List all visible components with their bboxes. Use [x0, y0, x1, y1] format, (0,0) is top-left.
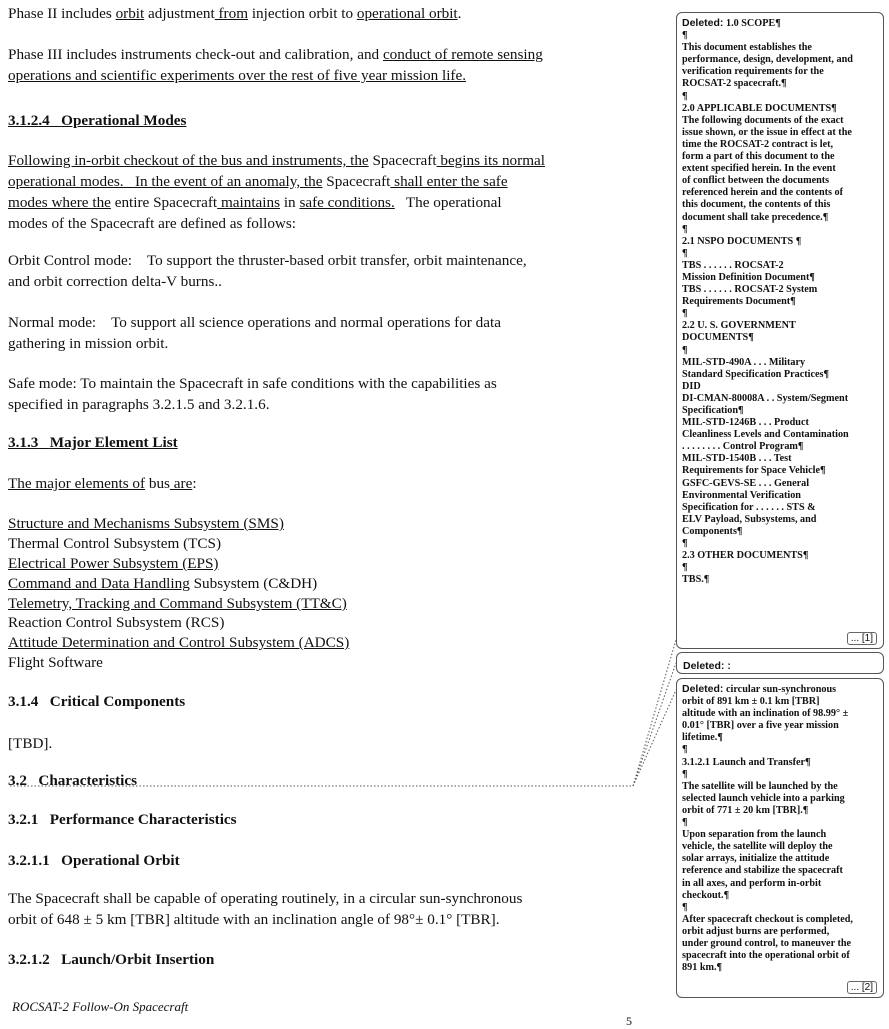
comment-line: checkout.¶: [682, 889, 730, 901]
inserted-text: operational orbit: [356, 5, 458, 22]
heading-title: Launch/Orbit Insertion: [61, 951, 215, 968]
heading-number: 3.2: [8, 772, 27, 789]
comment-line: . . . . . . . . Control Program¶: [682, 441, 804, 453]
comment-line: ¶: [682, 308, 688, 320]
paragraph-major-elements: [8, 473, 197, 494]
comment-line: The satellite will be launched by the: [682, 780, 838, 792]
comment-line: ¶: [682, 223, 688, 235]
comment-line: Specification for . . . . . . STS &: [682, 501, 816, 513]
heading-3-1-2-4: [8, 112, 186, 130]
comment-line: Cleanliness Levels and Contamination: [682, 429, 849, 441]
inserted-text: modes where the: [8, 194, 111, 211]
list-item: Flight Software: [8, 654, 103, 671]
connector-to-comment-3: [633, 690, 676, 786]
inserted-text: In the event of an anomaly, the: [123, 173, 323, 190]
text-run: Spacecraft: [368, 152, 437, 169]
comment-line: 2.2 U. S. GOVERNMENT: [682, 320, 796, 332]
comment-line: orbit adjust burns are performed,: [682, 925, 830, 937]
comment-line: The following documents of the exact: [682, 114, 844, 126]
heading-title: Major Element List: [49, 434, 178, 451]
inserted-text: orbit: [115, 5, 145, 22]
text-run: bus: [145, 475, 170, 492]
text-run: Phase II includes: [8, 5, 116, 22]
heading-number: 3.2.1: [8, 811, 39, 828]
inserted-text: Command: [8, 575, 72, 592]
comment-balloon-deleted-2[interactable]: [676, 652, 884, 674]
comment-line: 891 km.¶: [682, 962, 723, 974]
comment-line: MIL-STD-490A . . . Military: [682, 356, 806, 368]
comment-line: Standard Specification Practices¶: [682, 368, 829, 380]
comment-line: ¶: [682, 901, 688, 913]
more-button[interactable]: ... [1]: [847, 632, 877, 645]
inserted-text: conduct of remote sensing: [382, 46, 543, 63]
comment-line: DOCUMENTS¶: [682, 332, 754, 344]
inserted-text: its normal: [480, 152, 545, 169]
comment-line: issue shown, or the issue in effect at the: [682, 126, 852, 138]
text-run: in: [280, 194, 300, 211]
heading-title: Critical Components: [49, 693, 186, 710]
comment-body: [682, 696, 878, 974]
heading-title: Operational Modes: [61, 112, 187, 129]
comment-label: Deleted:: [682, 683, 724, 695]
comment-line: Components¶: [682, 525, 743, 537]
heading-number: 3.2.1.1: [8, 852, 50, 869]
comment-line: Environmental Verification: [682, 489, 801, 501]
comment-line: orbit of 891 km ± 0.1 km [TBR]: [682, 696, 820, 708]
comment-line: ¶: [682, 562, 688, 574]
comment-line: lifetime.¶: [682, 732, 723, 744]
text-run: :: [192, 475, 197, 492]
comment-text: circular sun-synchronous: [723, 684, 837, 695]
comment-label: Deleted:: [683, 660, 725, 672]
text-run: Subsystem (C&DH): [189, 575, 318, 592]
comment-line: ¶: [682, 817, 688, 829]
inserted-text: maintains: [217, 194, 281, 211]
comment-line: ¶: [682, 90, 688, 102]
paragraph-phase-ii: [8, 3, 461, 24]
inserted-text: and Data Handling: [71, 575, 190, 592]
text-run: Spacecraft: [322, 173, 391, 190]
comment-line: in all axes, and perform in-orbit: [682, 877, 822, 889]
text-run: entire Spacecraft: [110, 194, 218, 211]
inserted-text: safe conditions.: [299, 194, 395, 211]
text-run: The operational: [394, 194, 502, 211]
comment-line: vehicle, the satellite will deploy the: [682, 841, 833, 853]
comment-line: selected launch vehicle into a parking: [682, 792, 845, 804]
comment-line: solar arrays, initialize the attitude: [682, 853, 830, 865]
comment-line: ¶: [682, 30, 688, 42]
list-item: Electrical Power Subsystem (EPS): [8, 555, 219, 572]
comment-line: ¶: [682, 538, 688, 550]
paragraph-orbit-line-2: orbit of 648 ± 5 km [TBR] altitude with an inclination angle of 98°± 0.1° [TBR].: [8, 911, 500, 928]
comment-line: After spacecraft checkout is completed,: [682, 913, 853, 925]
heading-title: Operational Orbit: [61, 852, 180, 869]
comment-line: GSFC-GEVS-SE . . . General: [682, 477, 810, 489]
comment-line: Requirements Document¶: [682, 296, 796, 308]
comment-line: ¶: [682, 768, 688, 780]
paragraph-modes-line-1: [8, 150, 545, 171]
heading-number: 3.1.3: [8, 434, 39, 451]
list-item: Thermal Control Subsystem (TCS): [8, 535, 222, 552]
comment-line: Mission Definition Document¶: [682, 271, 815, 283]
comment-line: spacecraft into the operational orbit of: [682, 950, 850, 962]
comment-text: 1.0 SCOPE¶: [723, 18, 781, 29]
comment-line: orbit of 771 ± 20 km [TBR].¶: [682, 804, 809, 816]
comment-line: 0.01° [TBR] over a five year mission: [682, 720, 839, 732]
comment-line: verification requirements for the: [682, 66, 824, 78]
comment-line: MIL-STD-1246B . . . Product: [682, 417, 809, 429]
heading-3-2: [8, 772, 137, 790]
comment-line: DI-CMAN-80008A . . System/Segment: [682, 392, 849, 404]
comment-line: DID: [682, 380, 701, 392]
connector-to-comment-2: [633, 663, 676, 786]
paragraph-orbit-line-1: The Spacecraft shall be capable of operating routinely, in a circular sun-synchronous: [8, 890, 523, 907]
comment-line: TBS . . . . . . ROCSAT-2 System: [682, 284, 818, 296]
comment-line: ELV Payload, Subsystems, and: [682, 513, 817, 525]
heading-number: 3.2.1.2: [8, 951, 50, 968]
comment-balloon-deleted-3[interactable]: [676, 678, 884, 998]
heading-title: Performance Characteristics: [49, 811, 237, 828]
comment-line: ¶: [682, 247, 688, 259]
heading-3-1-4: [8, 693, 185, 711]
comment-line: Specification¶: [682, 405, 744, 416]
comment-line: performance, design, development, and: [682, 54, 853, 66]
comment-line: reference and stabilize the spacecraft: [682, 865, 843, 877]
heading-3-1-3: [8, 434, 178, 452]
comment-line: this document, the contents of this: [682, 199, 831, 211]
comment-line: ¶: [682, 744, 688, 756]
inserted-text: shall enter the safe: [390, 173, 508, 190]
normal-mode-line-1: Normal mode: To support all science operations and normal operations for data: [8, 314, 501, 331]
safe-mode-line-1: Safe mode: To maintain the Spacecraft in safe conditions with the capabilities as: [8, 375, 497, 392]
more-button[interactable]: ... [2]: [847, 981, 877, 994]
comment-line: under ground control, to maneuver the: [682, 937, 852, 949]
paragraph-tbd: [TBD].: [8, 735, 53, 752]
inserted-text: operations and scientific experiments over the rest of five year mission life.: [8, 67, 467, 84]
normal-mode-line-2: gathering in mission orbit.: [8, 335, 169, 352]
inserted-text: from: [214, 5, 249, 22]
inserted-text: operational modes.: [8, 173, 124, 190]
inserted-text: are: [169, 475, 193, 492]
paragraph-phase-iii: [8, 44, 543, 65]
comment-line: Upon separation from the launch: [682, 829, 827, 841]
comment-line: document shall take precedence.¶: [682, 211, 829, 223]
inserted-text: begins: [436, 152, 480, 169]
orbit-control-mode-line-1: Orbit Control mode: To support the thruster-based orbit transfer, orbit maintenance,: [8, 252, 527, 269]
page-number: 5: [626, 1014, 632, 1028]
comment-line: TBS.¶: [682, 574, 710, 586]
text-run: Phase III includes instruments check-out and calibration, and: [8, 46, 383, 63]
list-item: Attitude Determination and Control Subsystem (ADCS): [8, 634, 350, 651]
list-item: Reaction Control Subsystem (RCS): [8, 614, 225, 631]
heading-title: Characteristics: [38, 772, 138, 789]
heading-3-2-1-2: [8, 951, 214, 969]
comment-text: :: [724, 660, 731, 672]
comment-line: 2.3 OTHER DOCUMENTS¶: [682, 550, 809, 562]
inserted-text: The major elements of: [8, 475, 146, 492]
text-run: .: [457, 5, 462, 22]
heading-3-2-1: [8, 811, 237, 829]
list-item: [8, 573, 317, 594]
comment-line: extent specified herein. In the event: [682, 163, 836, 175]
comment-line: 2.1 NSPO DOCUMENTS ¶: [682, 235, 802, 247]
comment-body: [682, 30, 878, 586]
comment-line: time the ROCSAT-2 contract is let,: [682, 138, 834, 150]
text-run: injection orbit to: [248, 5, 357, 22]
comment-line: 3.1.2.1 Launch and Transfer¶: [682, 756, 811, 768]
heading-number: 3.1.2.4: [8, 112, 50, 129]
comment-label: Deleted:: [682, 17, 724, 29]
text-run: adjustment: [144, 5, 215, 22]
safe-mode-line-2: specified in paragraphs 3.2.1.5 and 3.2.1.6.: [8, 396, 270, 413]
comment-line: MIL-STD-1540B . . . Test: [682, 453, 792, 465]
heading-number: 3.1.4: [8, 693, 39, 710]
comment-line: Requirements for Space Vehicle¶: [682, 465, 826, 477]
orbit-control-mode-line-2: and orbit correction delta-V burns..: [8, 273, 222, 290]
comment-line: 2.0 APPLICABLE DOCUMENTS¶: [682, 102, 837, 114]
comment-line: This document establishes the: [682, 42, 812, 54]
page-footer: ROCSAT-2 Follow-On Spacecraft: [12, 999, 189, 1014]
inserted-text: Following in-orbit checkout of the bus and instruments, the: [8, 152, 369, 169]
comment-balloon-deleted-1[interactable]: [676, 12, 884, 649]
comment-line: referenced herein and the contents of: [682, 187, 843, 199]
comment-line: ROCSAT-2 spacecraft.¶: [682, 78, 787, 90]
paragraph-modes-line-3: [8, 192, 502, 213]
paragraph-modes-line-4: modes of the Spacecraft are defined as follows:: [8, 215, 297, 232]
comment-line: ¶: [682, 344, 688, 356]
comment-line: altitude with an inclination of 98.99° ±: [682, 708, 849, 720]
comment-line: form a part of this document to the: [682, 151, 835, 163]
paragraph-modes-line-2: [8, 171, 508, 192]
comment-line: of conflict between the documents: [682, 175, 830, 187]
list-item: Telemetry, Tracking and Command Subsystem (TT&C): [8, 595, 347, 612]
connector-to-comment-1: [633, 640, 676, 786]
list-item: Structure and Mechanisms Subsystem (SMS): [8, 515, 284, 532]
heading-3-2-1-1: [8, 852, 180, 870]
comment-line: TBS . . . . . . ROCSAT-2: [682, 259, 784, 271]
